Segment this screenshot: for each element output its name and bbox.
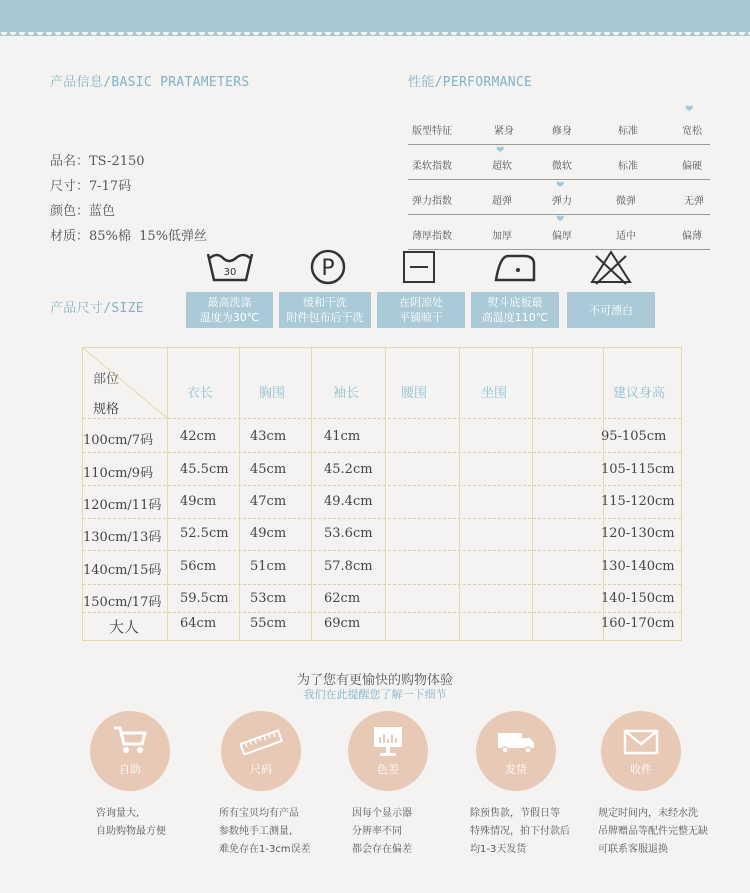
size-cell-length: 49cm [180, 494, 217, 509]
heart-icon: ❤ [556, 180, 565, 191]
size-cell-height: 120-130cm [601, 526, 675, 541]
tip-line: 都会存在偏差 [352, 844, 412, 855]
corner-header-spec: 规格 [93, 402, 120, 417]
heart-icon: ❤ [685, 104, 694, 115]
size-cell-sleeve: 45.2cm [324, 462, 373, 477]
tip-line: 咨询量大, [96, 808, 140, 819]
column-divider [385, 348, 386, 640]
svg-text:P: P [321, 256, 335, 281]
product-size: 尺寸：7-17码 [50, 179, 132, 194]
tip-circle-receive [601, 711, 681, 791]
size-cell-chest: 51cm [250, 559, 287, 574]
col-header-height: 建议身高 [613, 386, 666, 401]
care-label-no-bleach: 不可漂白 [567, 292, 655, 328]
truck-icon [496, 731, 536, 755]
size-cell-length: 45.5cm [180, 462, 229, 477]
size-cell-spec: 140cm/15码 [83, 563, 162, 578]
size-section-title: 产品尺寸/SIZE [50, 301, 144, 316]
care-label-dry-clean: 缓和干洗 附件包布后干洗 [279, 292, 371, 328]
size-cell-chest: 53cm [250, 591, 287, 606]
row-divider [83, 452, 681, 453]
performance-table [408, 104, 710, 250]
perf-option: 偏薄 [682, 231, 702, 242]
perf-option: 标准 [618, 126, 638, 137]
tip-line: 因每个显示器 [352, 808, 412, 819]
size-cell-chest: 47cm [250, 494, 287, 509]
tip-line: 吊牌赠品等配件完整无缺 [598, 826, 708, 837]
tip-text-receive [598, 805, 708, 859]
tip-circle-self-service [90, 711, 170, 791]
performance-section-title: 性能/PERFORMANCE [408, 75, 533, 90]
tip-text-color [352, 805, 412, 859]
tip-line: 自助购物最方便 [96, 826, 166, 837]
iron-icon [490, 248, 540, 286]
row-divider [83, 612, 681, 613]
size-cell-chest: 43cm [250, 429, 287, 444]
tip-line: 规定时间内，未经水洗 [598, 808, 698, 819]
size-cell-spec: 120cm/11码 [83, 498, 162, 513]
row-divider [83, 485, 681, 486]
tips-subtitle: 我们在此提醒您了解一下细节 [303, 688, 447, 701]
row-divider [83, 518, 681, 519]
perf-row-softness [408, 145, 710, 180]
perf-row-thickness [408, 215, 710, 250]
col-header-chest: 胸围 [259, 386, 286, 401]
perf-option: 弹力 [552, 196, 572, 207]
perf-option: 微弹 [616, 196, 636, 207]
tip-label: 收件 [630, 763, 652, 776]
tip-text-shipping [470, 805, 570, 859]
row-divider [83, 584, 681, 585]
perf-option: 适中 [616, 231, 636, 242]
cart-icon [112, 725, 148, 755]
size-cell-height: 95-105cm [601, 429, 667, 444]
size-cell-sleeve: 53.6cm [324, 526, 373, 541]
dry-clean-p-icon [303, 248, 353, 286]
top-banner [0, 0, 750, 36]
tip-circle-size [221, 711, 301, 791]
perf-option: 超弹 [492, 196, 512, 207]
tip-label: 色差 [377, 763, 399, 776]
size-cell-chest: 49cm [250, 526, 287, 541]
tip-label: 尺码 [250, 763, 272, 776]
size-cell-spec: 100cm/7码 [83, 433, 154, 448]
size-cell-length: 59.5cm [180, 591, 229, 606]
monitor-icon [372, 725, 404, 759]
tip-text-self-service [96, 805, 166, 841]
size-cell-height: 160-170cm [601, 616, 675, 631]
wash-30-icon [205, 248, 255, 286]
size-cell-sleeve: 57.8cm [324, 559, 373, 574]
lace-edge [0, 32, 750, 40]
size-cell-spec: 大人 [109, 618, 140, 636]
perf-option: 修身 [552, 126, 572, 137]
size-cell-spec: 110cm/9码 [83, 466, 154, 481]
perf-row-elasticity [408, 180, 710, 215]
perf-option: 加厚 [492, 231, 512, 242]
tip-text-size [219, 805, 311, 859]
tip-line: 均1-3天发货 [470, 844, 527, 855]
column-divider [459, 348, 460, 640]
perf-option: 超软 [492, 161, 512, 172]
size-cell-height: 115-120cm [601, 494, 675, 509]
size-cell-spec: 150cm/17码 [83, 595, 162, 610]
tip-line: 除预售款，节假日等 [470, 808, 560, 819]
col-header-sleeve: 袖长 [333, 386, 360, 401]
size-cell-sleeve: 49.4cm [324, 494, 373, 509]
size-cell-sleeve: 41cm [324, 429, 361, 444]
size-cell-length: 52.5cm [180, 526, 229, 541]
size-cell-length: 42cm [180, 429, 217, 444]
care-label-dry-flat: 在阴凉处 平铺晾干 [377, 292, 465, 328]
size-cell-chest: 45cm [250, 462, 287, 477]
envelope-icon [623, 729, 659, 755]
tip-line: 可联系客服退换 [598, 844, 668, 855]
perf-row-fit [408, 104, 710, 145]
size-cell-height: 105-115cm [601, 462, 675, 477]
size-cell-height: 140-150cm [601, 591, 675, 606]
col-header-hip: 坐围 [481, 386, 508, 401]
perf-option: 无弹 [684, 196, 704, 207]
size-cell-length: 56cm [180, 559, 217, 574]
perf-label: 柔软指数 [412, 161, 452, 172]
dry-flat-icon [394, 248, 444, 286]
size-cell-spec: 130cm/13码 [83, 530, 162, 545]
perf-option: 微软 [552, 161, 572, 172]
column-divider [532, 348, 533, 640]
tip-circle-color [348, 711, 428, 791]
column-divider [239, 348, 240, 640]
col-header-waist: 腰围 [401, 386, 428, 401]
no-bleach-icon [586, 248, 636, 286]
svg-text:30: 30 [223, 267, 237, 278]
perf-label: 薄厚指数 [412, 231, 452, 242]
perf-option: 标准 [618, 161, 638, 172]
column-divider [311, 348, 312, 640]
col-header-length: 衣长 [187, 386, 214, 401]
corner-header-part: 部位 [93, 372, 120, 387]
perf-option: 宽松 [682, 126, 702, 137]
heart-icon: ❤ [496, 145, 505, 156]
perf-option: 偏厚 [552, 231, 572, 242]
tip-line: 特殊情况，拍下付款后 [470, 826, 570, 837]
size-cell-sleeve: 62cm [324, 591, 361, 606]
size-cell-chest: 55cm [250, 616, 287, 631]
product-color: 颜色：蓝色 [50, 204, 116, 219]
perf-option: 紧身 [494, 126, 514, 137]
perf-label: 版型特征 [412, 126, 452, 137]
perf-label: 弹力指数 [412, 196, 452, 207]
size-cell-sleeve: 69cm [324, 616, 361, 631]
ruler-icon [239, 729, 283, 755]
care-label-wash: 最高洗涤 温度为30℃ [186, 292, 273, 328]
row-divider [83, 418, 681, 419]
tip-circle-shipping [476, 711, 556, 791]
perf-option: 偏硬 [682, 161, 702, 172]
tip-line: 参数纯手工测量, [219, 826, 293, 837]
care-label-iron: 熨斗底板最 高温度110℃ [471, 292, 559, 328]
size-cell-length: 64cm [180, 616, 217, 631]
tip-line: 分辨率不同 [352, 826, 402, 837]
product-name: 品名：TS-2150 [50, 154, 145, 169]
heart-icon: ❤ [556, 214, 565, 225]
size-cell-height: 130-140cm [601, 559, 675, 574]
info-section-title: 产品信息/BASIC PRATAMETERS [50, 75, 250, 90]
tips-title: 为了您有更愉快的购物体验 [296, 673, 453, 688]
size-table [82, 347, 682, 641]
tip-line: 所有宝贝均有产品 [219, 808, 299, 819]
product-material: 材质：85%棉 15%低弹丝 [50, 229, 208, 244]
row-divider [83, 550, 681, 551]
tip-label: 发货 [505, 763, 527, 776]
tip-line: 难免存在1-3cm误差 [219, 844, 311, 855]
tip-label: 自助 [119, 763, 141, 776]
